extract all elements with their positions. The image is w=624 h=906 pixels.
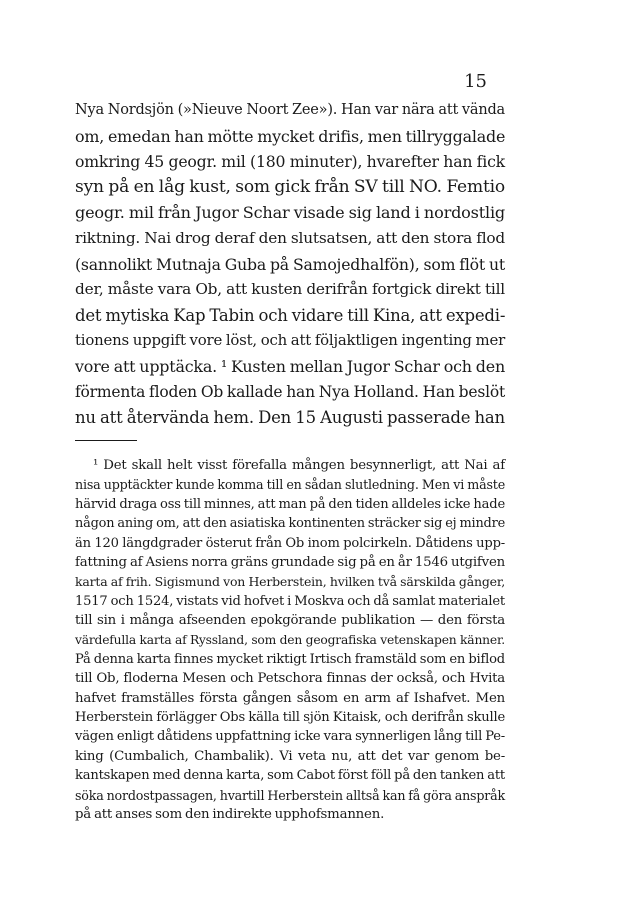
footnote-line: På denna karta finnes mycket riktigt Irtisch framstäld som en biflod bbox=[75, 651, 505, 667]
footnote-line: hafvet framställes första gången såsom en arm af Ishafvet. Men bbox=[75, 690, 505, 706]
main-text-line: der, måste vara Ob, att kusten derifrån fortgick direkt till bbox=[75, 280, 505, 299]
footnote-line: Herberstein förlägger Obs källa till sjön Kitaisk, och derifrån skulle bbox=[75, 710, 505, 726]
main-text-line: det mytiska Kap Tabin och vidare till Kina, att expedi- bbox=[75, 305, 506, 325]
footnote-line: vägen enligt dåtidens uppfattning icke vara synnerligen lång till Pe- bbox=[75, 729, 505, 745]
footnote-line: till Ob, floderna Mesen och Petschora finnas der också, och Hvita bbox=[75, 671, 505, 687]
footnote-line: söka nordostpassagen, hvartill Herberstein alltså kan få göra anspråk bbox=[75, 787, 505, 803]
main-text-line: geogr. mil från Jugor Schar visade sig land i nordostlig bbox=[75, 203, 505, 223]
footnote-separator bbox=[75, 440, 137, 441]
main-text-line: omkring 45 geogr. mil (180 minuter), hvarefter han fick bbox=[75, 152, 505, 172]
footnote-line: kantskapen med denna karta, som Cabot först föll på den tanken att bbox=[75, 768, 505, 784]
footnote-line: nisa upptäckter kunde komma till en sådan slutledning. Men vi måste bbox=[75, 477, 505, 493]
page-number: 15 bbox=[464, 71, 487, 92]
main-text-line: nu att återvända hem. Den 15 Augusti passerade han bbox=[75, 408, 505, 428]
footnote-line: någon aning om, att den asiatiska kontinenten sträcker sig ej mindre bbox=[75, 516, 505, 532]
footnote-line: härvid draga oss till minnes, att man på den tiden alldeles icke hade bbox=[75, 496, 505, 512]
main-text-line: om, emedan han mötte mycket drifis, men tillryggalade bbox=[75, 126, 506, 146]
main-text-line: (sannolikt Mutnaja Guba på Samojedhalfön), som flöt ut bbox=[75, 254, 505, 274]
footnote-line: till sin i många afseenden epokgörande publikation — den första bbox=[75, 613, 505, 629]
footnote-line: än 120 längdgrader österut från Ob inom polcirkeln. Dåtidens upp- bbox=[75, 535, 505, 551]
main-text-line: förmenta floden Ob kallade han Nya Holland. Han beslöt bbox=[75, 382, 505, 401]
footnote-line: ¹ Det skall helt visst förefalla mången besynnerligt, att Nai af bbox=[93, 458, 505, 473]
main-text-line: vore att upptäcka. ¹ Kusten mellan Jugor Schar och den bbox=[75, 356, 505, 376]
main-text-line: riktning. Nai drog deraf den slutsatsen, att den stora flod bbox=[75, 228, 505, 247]
footnote-line: 1517 och 1524, vistats vid hofvet i Moskva och då samlat materialet bbox=[75, 593, 505, 609]
footnote bbox=[75, 456, 505, 824]
footnote-line: på att anses som den indirekte upphofsmannen. bbox=[75, 807, 385, 823]
main-text-line: syn på en låg kust, som gick från SV till NO. Femtio bbox=[75, 176, 505, 197]
footnote-line: värdefulla karta af Ryssland, som den geografiska vetenskapen känner. bbox=[75, 632, 505, 647]
footnote-line: king (Cumbalich, Chambalik). Vi veta nu, att det var genom be- bbox=[75, 748, 505, 764]
main-text-line: Nya Nordsjön (»Nieuve Noort Zee»). Han var nära att vända bbox=[75, 102, 505, 118]
footnote-line: karta af frih. Sigismund von Herberstein, hvilken två särskilda gånger, bbox=[75, 574, 505, 590]
main-text-line: tionens uppgift vore löst, och att följaktligen ingenting mer bbox=[75, 331, 505, 350]
main-text bbox=[75, 98, 505, 431]
footnote-line: fattning af Asiens norra gräns grundade sig på en år 1546 utgifven bbox=[75, 554, 505, 570]
